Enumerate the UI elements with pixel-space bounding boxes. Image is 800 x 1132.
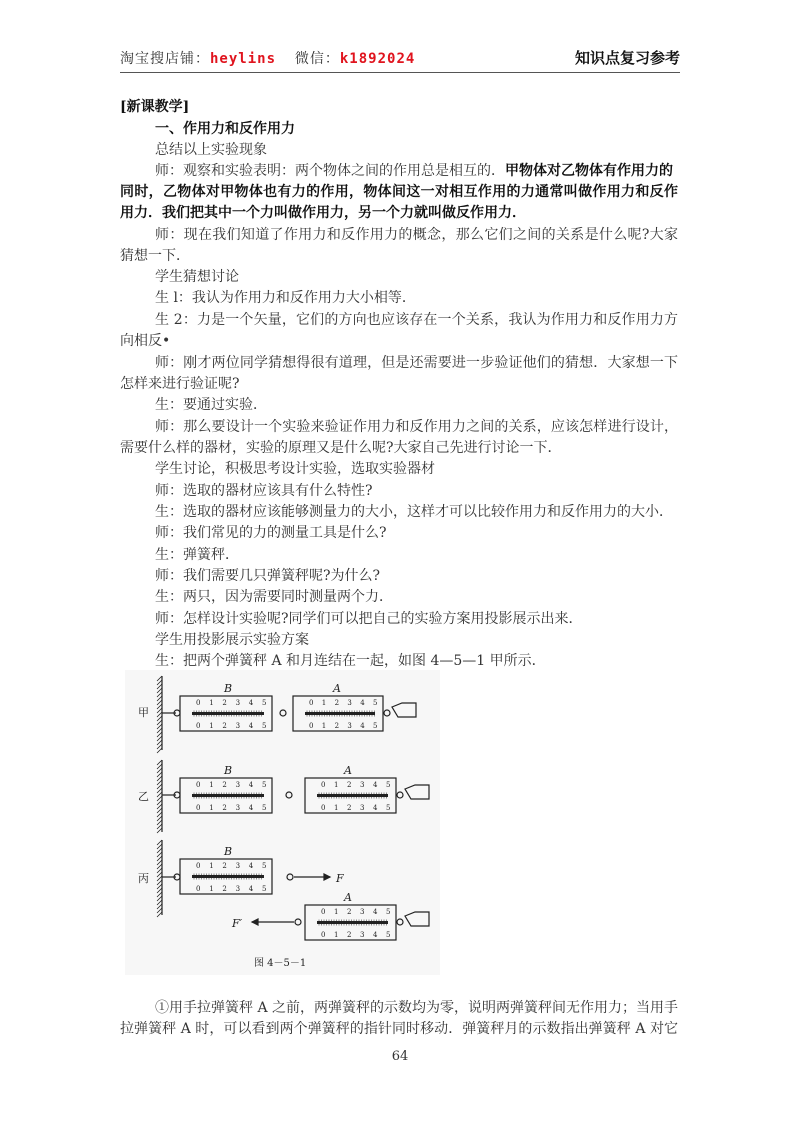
scale-number: 3	[235, 699, 241, 707]
scale-number: 5	[262, 722, 267, 730]
scale-number: 2	[347, 931, 352, 939]
text-line: 生 l：我认为作用力和反作用力大小相等．	[155, 290, 416, 306]
scale-number: 3	[235, 722, 241, 730]
scale-number: 3	[360, 931, 365, 939]
text-line: 生：把两个弹簧秤 A 和月连结在一起，如图 4—5—1 甲所示．	[155, 653, 546, 669]
scale-number: 4	[360, 699, 365, 707]
scale-number: 0	[196, 885, 201, 893]
heading: 一、作用力和反作用力	[155, 121, 295, 137]
scale-a-label: A	[333, 682, 341, 695]
scale-number: 2	[222, 699, 227, 707]
scale-number: 4	[373, 931, 378, 939]
scale-number: 0	[321, 931, 326, 939]
scale-b-label: B	[224, 764, 233, 777]
text-line: 生：要通过实验．	[155, 397, 267, 413]
scale-number: 5	[386, 908, 391, 916]
scale-number: 1	[209, 699, 214, 707]
text-line: 同时，乙物体对甲物体也有力的作用，物体间这一对相互作用的力通常叫做作用力和反作	[120, 184, 678, 200]
scale-number: 3	[235, 804, 241, 812]
scale-number: 1	[321, 699, 327, 707]
text-line: 拉弹簧秤 A 时，可以看到两个弹簧秤的指针同时移动．弹簧秤月的示数指出弹簧秤 A 对它	[120, 1021, 678, 1037]
scale-number: 3	[235, 862, 241, 870]
header-title: 知识点复习参考	[574, 49, 680, 67]
text-line: 师：那么要设计一个实验来验证作用力和反作用力之间的关系，应该怎样进行设计，	[155, 419, 678, 435]
scale-number: 0	[196, 699, 201, 707]
text-line: 生：选取的器材应该能够测量力的大小，这样才可以比较作用力和反作用力的大小．	[155, 504, 673, 520]
scale-number: 0	[196, 781, 201, 789]
figure-caption: 图 4－5－1	[254, 958, 307, 969]
text-line: 学生猜想讨论	[155, 269, 239, 285]
scale-number: 2	[347, 781, 352, 789]
force-f-label: F	[336, 872, 344, 885]
scale-number: 4	[248, 804, 254, 812]
scale-number: 1	[334, 908, 339, 916]
scale-number: 5	[373, 699, 378, 707]
text-seg: 师：观察和实验表明：两个物体之间的作用总是相互的．	[155, 163, 505, 179]
scale-a-label: A	[344, 764, 352, 777]
scale-number: 5	[262, 885, 267, 893]
scale-number: 4	[248, 722, 254, 730]
scale-number: 3	[235, 885, 241, 893]
text-line: 师：选取的器材应该具有什么特性?	[155, 483, 373, 499]
scale-number: 1	[209, 885, 214, 893]
scale-b-label: B	[224, 682, 233, 695]
wechat-label: 微信：	[294, 51, 340, 67]
scale-number: 1	[334, 781, 339, 789]
scale-number: 4	[248, 781, 254, 789]
scale-number: 0	[196, 862, 201, 870]
scale-number: 4	[248, 699, 254, 707]
scale-number: 3	[347, 722, 352, 730]
scale-number: 4	[248, 885, 254, 893]
force-f-prime-label: F′	[232, 917, 243, 930]
scale-number: 2	[347, 908, 352, 916]
scale-number: 1	[209, 862, 214, 870]
scale-number: 2	[222, 722, 227, 730]
scale-number: 3	[347, 699, 352, 707]
scale-number: 4	[373, 908, 378, 916]
text-seg-bold: 甲物体对乙物体有作用力的	[505, 163, 673, 179]
scale-number: 2	[222, 781, 227, 789]
scale-number: 0	[321, 781, 326, 789]
scale-number: 2	[334, 699, 340, 707]
scale-number: 5	[373, 722, 378, 730]
wechat-id: k1892024	[339, 51, 416, 67]
text-line: 学生用投影展示实验方案	[155, 632, 309, 648]
text-line: 生：弹簧秤．	[155, 547, 239, 563]
shop-name: heylins	[210, 51, 277, 67]
scale-number: 2	[222, 862, 227, 870]
scale-number: 5	[262, 699, 267, 707]
text-line: 生 2：力是一个矢量，它们的方向也应该存在一个关系，我认为作用力和反作用力方	[155, 312, 678, 328]
text-line: 师：我们常见的力的测量工具是什么?	[155, 525, 387, 541]
scale-number: 4	[373, 804, 378, 812]
scale-number: 0	[321, 804, 326, 812]
text-line: 向相反•	[120, 333, 171, 349]
scale-number: 3	[360, 908, 365, 916]
scale-number: 0	[309, 722, 314, 730]
text-line: 学生讨论，积极思考设计实验，选取实验器材	[155, 461, 435, 477]
text-line: 怎样来进行验证呢?	[120, 376, 240, 392]
scale-number: 2	[222, 885, 227, 893]
text-line: 师：现在我们知道了作用力和反作用力的概念，那么它们之间的关系是什么呢?大家	[155, 227, 678, 243]
scale-number: 5	[262, 804, 267, 812]
scale-number: 1	[334, 931, 339, 939]
text-line: 总结以上实验现象	[155, 142, 267, 158]
scale-number: 2	[347, 804, 352, 812]
row-label-yi: 乙	[138, 790, 149, 803]
scale-number: 4	[373, 781, 378, 789]
text-line: 猜想一下．	[120, 248, 190, 264]
scale-number: 3	[360, 781, 365, 789]
scale-number: 5	[386, 931, 391, 939]
scale-a-label: A	[344, 891, 352, 904]
scale-number: 2	[222, 804, 227, 812]
section-title: [新课教学]	[120, 99, 190, 115]
scale-number: 5	[386, 781, 391, 789]
scale-number: 1	[334, 804, 339, 812]
scale-b-label: B	[224, 845, 233, 858]
scale-number: 0	[196, 804, 201, 812]
scale-number: 5	[262, 862, 267, 870]
scale-number: 1	[209, 781, 214, 789]
page-number: 64	[391, 1049, 409, 1064]
scale-number: 4	[360, 722, 365, 730]
scale-number: 0	[309, 699, 314, 707]
text-line: ①用手拉弹簧秤 A 之前，两弹簧秤的示数均为零，说明两弹簧秤间无作用力；当用手	[155, 1000, 678, 1016]
scale-number: 5	[262, 781, 267, 789]
text-line: 生：两只，因为需要同时测量两个力．	[155, 589, 393, 605]
scale-number: 4	[248, 862, 254, 870]
row-label-jia: 甲	[138, 706, 149, 719]
text-line: 师：怎样设计实验呢?同学们可以把自己的实验方案用投影展示出来．	[155, 611, 583, 627]
text-line: 师：我们需要几只弹簧秤呢?为什么?	[155, 568, 381, 584]
row-label-bing: 丙	[138, 872, 149, 885]
scale-number: 2	[334, 722, 340, 730]
scale-number: 1	[209, 804, 214, 812]
text-line: 用力．我们把其中一个力叫做作用力，另一个力就叫做反作用力．	[120, 205, 526, 221]
scale-number: 0	[321, 908, 326, 916]
text-line: 师：刚才两位同学猜想得很有道理，但是还需要进一步验证他们的猜想．大家想一下	[155, 355, 678, 371]
scale-number: 1	[209, 722, 214, 730]
scale-number: 0	[196, 722, 201, 730]
scale-number: 5	[386, 804, 391, 812]
text-line: 需要什么样的器材，实验的原理又是什么呢?大家自己先进行讨论一下．	[120, 440, 562, 456]
scale-number: 3	[360, 804, 365, 812]
scale-number: 1	[321, 722, 327, 730]
scale-number: 3	[235, 781, 241, 789]
shop-label: 淘宝搜店铺：	[120, 51, 210, 67]
